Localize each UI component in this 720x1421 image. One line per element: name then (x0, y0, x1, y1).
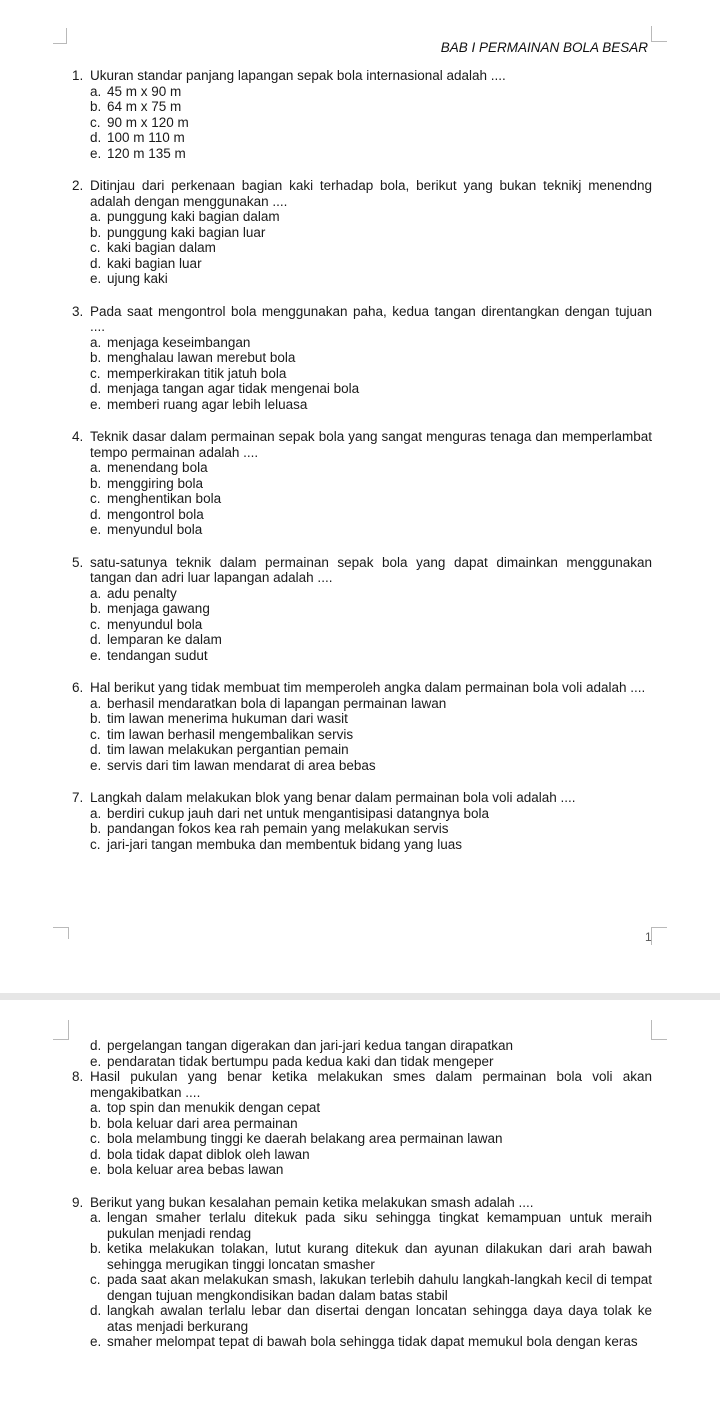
answer-option (90, 1116, 652, 1132)
answer-option (90, 617, 652, 633)
option-label: e. (90, 396, 102, 412)
option-text: lemparan ke dalam (107, 632, 222, 647)
option-label: a. (90, 805, 102, 821)
question-text: Berikut yang bukan kesalahan pemain ketika melakukan smash adalah .... (90, 1194, 534, 1210)
option-text: ketika melakukan tolakan, lutut kurang ditekuk dan ayunan dilakukan dari arah bawah sehingga merugikan tinggi loncatan smasher (107, 1241, 652, 1272)
question-text: satu-satunya teknik dalam permainan sepak bola yang dapat dimainkan menggunakan tangan dan adri luar lapangan adalah .... (90, 554, 652, 585)
answer-option (90, 225, 652, 241)
option-label: b. (90, 475, 102, 491)
option-label: c. (90, 240, 101, 255)
answer-option (90, 806, 652, 822)
option-label: d. (90, 506, 102, 522)
answer-option (90, 271, 652, 287)
continued-options (72, 1038, 652, 1069)
option-label: e. (90, 647, 102, 663)
answer-option (90, 837, 652, 853)
option-text: memperkirakan titik jatuh bola (107, 365, 287, 381)
option-text: menjaga keseimbangan (107, 334, 251, 350)
option-text: langkah awalan terlalu lebar dan disertai dengan loncatan sehingga daya daya tolak ke atas menjadi berkurang (107, 1303, 652, 1334)
answer-option (90, 130, 652, 146)
answer-option (90, 256, 652, 272)
option-label: b. (90, 99, 102, 114)
option-label: c. (90, 1272, 101, 1287)
option-text: tendangan sudut (107, 647, 208, 663)
answer-option (90, 1147, 652, 1163)
option-text: menghentikan bola (107, 491, 222, 506)
answer-option (90, 648, 652, 664)
question-item (72, 178, 652, 287)
option-label: c. (90, 491, 101, 506)
option-label: c. (90, 365, 101, 381)
option-text: menjaga tangan agar tidak mengenai bola (107, 381, 360, 396)
option-text: 45 m x 90 m (107, 83, 182, 99)
option-text: memberi ruang agar lebih leluasa (107, 396, 308, 412)
question-text: Hasil pukulan yang benar ketika melakukan smes dalam permainan bola voli akan mengakibatkan .... (90, 1069, 652, 1100)
answer-option (90, 1054, 652, 1070)
answer-option (90, 586, 652, 602)
option-text: menendang bola (107, 460, 208, 475)
answer-option (90, 335, 652, 351)
question-stem (72, 429, 652, 460)
option-label: b. (90, 821, 102, 836)
option-label: d. (90, 255, 102, 271)
question-number: 1. (72, 68, 84, 83)
answer-option (90, 1272, 652, 1303)
option-text: 64 m x 75 m (107, 99, 182, 114)
answer-option (90, 491, 652, 507)
option-label: a. (90, 83, 102, 99)
option-text: tim lawan melakukan pergantian pemain (107, 742, 349, 757)
option-label: e. (90, 522, 102, 537)
option-label: e. (90, 757, 102, 773)
crop-mark-top-right (651, 26, 667, 42)
option-label: b. (90, 601, 102, 616)
option-label: d. (90, 742, 102, 757)
option-text: pada saat akan melakukan smash, lakukan terlebih dahulu langkah-langkah kecil di tempat dengan tujuan mengkondisikan badan dalam batas stabil (107, 1272, 652, 1303)
answer-option (90, 727, 652, 743)
answer-option (90, 1100, 652, 1116)
answer-option (90, 1131, 652, 1147)
answer-option (90, 1241, 652, 1272)
option-label: b. (90, 1115, 102, 1131)
question-stem (72, 790, 652, 806)
option-label: d. (90, 130, 102, 145)
option-label: c. (90, 114, 101, 130)
option-text: punggung kaki bagian luar (107, 224, 266, 240)
question-text: Pada saat mengontrol bola menggunakan paha, kedua tangan direntangkan dengan tujuan .... (90, 303, 652, 334)
answer-option (90, 476, 652, 492)
option-label: a. (90, 334, 102, 350)
question-item (72, 790, 652, 852)
answer-option (90, 115, 652, 131)
option-label: b. (90, 224, 102, 240)
answer-option (90, 1210, 652, 1241)
option-text: menggiring bola (107, 475, 204, 491)
option-label: e. (90, 1334, 102, 1349)
document-page-2 (0, 1000, 720, 1421)
answer-option (90, 742, 652, 758)
option-text: servis dari tim lawan mendarat di area bebas (107, 757, 376, 773)
option-label: d. (90, 381, 102, 396)
question-number: 2. (72, 178, 84, 193)
crop-mark-top-left (53, 28, 67, 44)
answer-option (90, 397, 652, 413)
question-stem (72, 1195, 652, 1211)
question-text: Hal berikut yang tidak membuat tim memperoleh angka dalam permainan bola voli adalah .... (90, 680, 646, 695)
question-number: 6. (72, 680, 84, 695)
question-number: 9. (72, 1194, 84, 1210)
option-text: bola keluar area bebas lawan (107, 1162, 284, 1177)
option-text: 100 m 110 m (107, 130, 185, 145)
answer-option (90, 632, 652, 648)
option-label: a. (90, 209, 102, 224)
question-text: Teknik dasar dalam permainan sepak bola yang sangat menguras tenaga dan memperlambat tempo permainan adalah .... (90, 429, 652, 460)
page-number: 1 (645, 930, 652, 944)
answer-option (90, 209, 652, 225)
option-text: pendaratan tidak bertumpu pada kedua kaki dan tidak mengeper (107, 1053, 494, 1069)
question-stem (72, 68, 652, 84)
answer-option (90, 507, 652, 523)
option-text: berdiri cukup jauh dari net untuk mengantisipasi datangnya bola (107, 805, 490, 821)
option-text: 120 m 135 m (107, 145, 186, 161)
option-text: menyundul bola (107, 616, 203, 632)
answer-option (90, 1334, 652, 1350)
option-label: a. (90, 695, 102, 711)
option-label: a. (90, 585, 102, 601)
question-number: 4. (72, 429, 84, 444)
answer-option (90, 601, 652, 617)
option-text: berhasil mendaratkan bola di lapangan permainan lawan (107, 695, 447, 711)
option-label: c. (90, 726, 101, 742)
option-label: a. (90, 1210, 102, 1225)
answer-option (90, 1303, 652, 1334)
answer-option (90, 821, 652, 837)
option-text: mengontrol bola (107, 506, 204, 522)
option-label: d. (90, 1146, 102, 1162)
option-label: c. (90, 1131, 101, 1146)
option-text: top spin dan menukik dengan cepat (107, 1100, 321, 1115)
question-list-page-2 (72, 1038, 652, 1367)
question-stem (72, 178, 652, 209)
crop-mark-top-right (651, 1020, 667, 1040)
question-item (72, 1195, 652, 1350)
question-item (72, 68, 652, 161)
chapter-title: BAB I PERMAINAN BOLA BESAR (440, 40, 648, 55)
question-item (72, 1069, 652, 1178)
question-item (72, 680, 652, 773)
option-text: bola tidak dapat diblok oleh lawan (107, 1146, 310, 1162)
option-label: b. (90, 711, 102, 726)
option-label: b. (90, 1241, 102, 1256)
option-text: jari-jari tangan membuka dan membentuk bidang yang luas (107, 836, 462, 852)
answer-option (90, 99, 652, 115)
question-stem (72, 555, 652, 586)
option-label: c. (90, 836, 101, 852)
answer-option (90, 758, 652, 774)
question-list-page-1 (72, 68, 652, 869)
question-item (72, 429, 652, 538)
option-text: punggung kaki bagian dalam (107, 209, 280, 224)
crop-mark-bottom-left (53, 927, 69, 939)
answer-option (90, 381, 652, 397)
answer-option (90, 1162, 652, 1178)
option-label: e. (90, 1162, 102, 1177)
answer-option (90, 696, 652, 712)
question-stem (72, 304, 652, 335)
question-item (72, 555, 652, 664)
question-text: Langkah dalam melakukan blok yang benar dalam permainan bola voli adalah .... (90, 790, 576, 805)
option-label: d. (90, 1303, 102, 1318)
question-number: 7. (72, 790, 84, 805)
answer-option (90, 84, 652, 100)
option-label: a. (90, 460, 102, 475)
question-text: Ditinjau dari perkenaan bagian kaki terhadap bola, berikut yang bukan teknikj menendng adalah dengan menggunakan .... (90, 178, 652, 209)
answer-option (90, 240, 652, 256)
option-text: pandangan fokos kea rah pemain yang melakukan servis (107, 821, 449, 836)
option-text: 90 m x 120 m (107, 114, 189, 130)
option-label: c. (90, 616, 101, 632)
option-label: e. (90, 145, 102, 161)
answer-option (90, 146, 652, 162)
page-separator (0, 993, 720, 1000)
answer-option (90, 460, 652, 476)
option-text: menjaga gawang (107, 601, 210, 616)
option-text: bola keluar dari area permainan (107, 1115, 298, 1131)
option-text: menyundul bola (107, 522, 203, 537)
answer-option (90, 1038, 652, 1054)
question-stem (72, 680, 652, 696)
question-number: 3. (72, 303, 84, 319)
option-text: bola melambung tinggi ke daerah belakang area permainan lawan (107, 1131, 503, 1146)
option-label: d. (90, 632, 102, 647)
question-number: 5. (72, 554, 84, 570)
answer-option (90, 350, 652, 366)
option-label: a. (90, 1100, 102, 1115)
option-text: kaki bagian dalam (107, 240, 216, 255)
answer-option (90, 522, 652, 538)
option-text: tim lawan menerima hukuman dari wasit (107, 711, 348, 726)
option-text: menghalau lawan merebut bola (107, 350, 296, 365)
option-text: tim lawan berhasil mengembalikan servis (107, 726, 354, 742)
answer-option (90, 711, 652, 727)
option-label: e. (90, 1053, 102, 1069)
option-text: smaher melompat tepat di bawah bola sehingga tidak dapat memukul bola dengan keras (107, 1334, 638, 1349)
answer-option (90, 366, 652, 382)
question-item (72, 304, 652, 413)
option-label: e. (90, 271, 102, 286)
option-text: adu penalty (107, 585, 177, 601)
option-label: b. (90, 350, 102, 365)
question-text: Ukuran standar panjang lapangan sepak bola internasional adalah .... (90, 68, 506, 83)
question-number: 8. (72, 1069, 84, 1084)
option-text: ujung kaki (107, 271, 168, 286)
crop-mark-top-left (53, 1020, 69, 1040)
question-stem (72, 1069, 652, 1100)
option-text: pergelangan tangan digerakan dan jari-jari kedua tangan dirapatkan (107, 1038, 514, 1053)
crop-mark-bottom-right (651, 927, 667, 945)
option-text: kaki bagian luar (107, 255, 202, 271)
option-text: lengan smaher terlalu ditekuk pada siku sehingga tingkat kemampuan untuk meraih pukulan menjadi rendag (107, 1210, 652, 1241)
option-label: d. (90, 1038, 102, 1053)
